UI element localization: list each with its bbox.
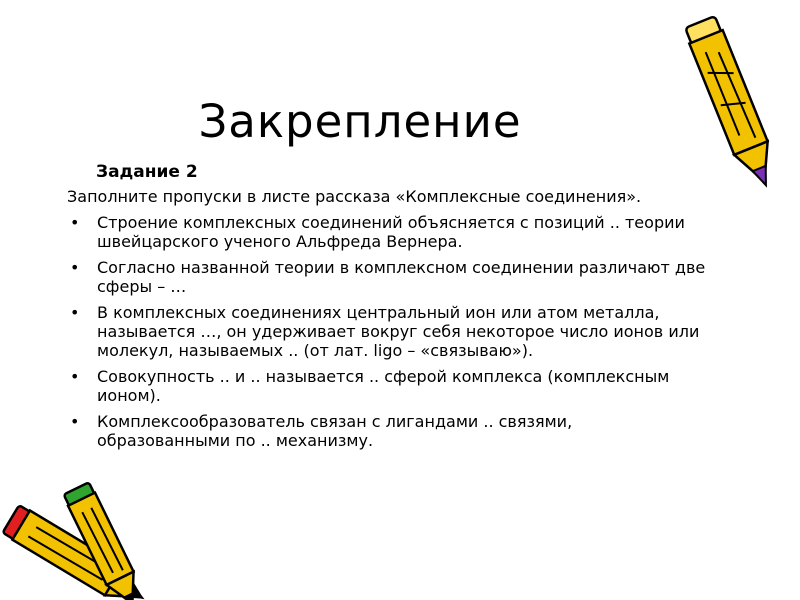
slide-title: Закрепление (198, 95, 522, 148)
list-item (67, 412, 707, 450)
bullet-icon: • (70, 367, 80, 386)
task-instruction: Заполните пропуски в листе рассказа «Комплексные соединения». (67, 187, 642, 206)
list-item (67, 213, 707, 251)
list-item-text: Согласно названной теории в комплексном соединении различают две сферы – … (97, 258, 706, 296)
list-item-text: Совокупность .. и .. называется .. сферой комплекса (комплексным ионом). (97, 367, 670, 405)
list-item-text: В комплексных соединениях центральный ион или атом металла, называется …, он удерживает вокруг себя некоторое число ионов или молекул, называемых .. (от лат. ligo – «связываю»). (97, 303, 700, 360)
task-heading: Задание 2 (96, 162, 198, 182)
bullet-icon: • (70, 303, 80, 322)
list-item (67, 303, 707, 360)
bullet-icon: • (70, 213, 80, 232)
bullet-icon: • (70, 412, 80, 431)
task-list (67, 213, 707, 457)
list-item-text: Строение комплексных соединений объясняется с позиций .. теории швейцарского ученого Альфреда Вернера. (97, 213, 685, 251)
bullet-icon: • (70, 258, 80, 277)
list-item (67, 367, 707, 405)
list-item (67, 258, 707, 296)
list-item-text: Комплексообразователь связан с лигандами .. связями, образованными по .. механизму. (97, 412, 573, 450)
